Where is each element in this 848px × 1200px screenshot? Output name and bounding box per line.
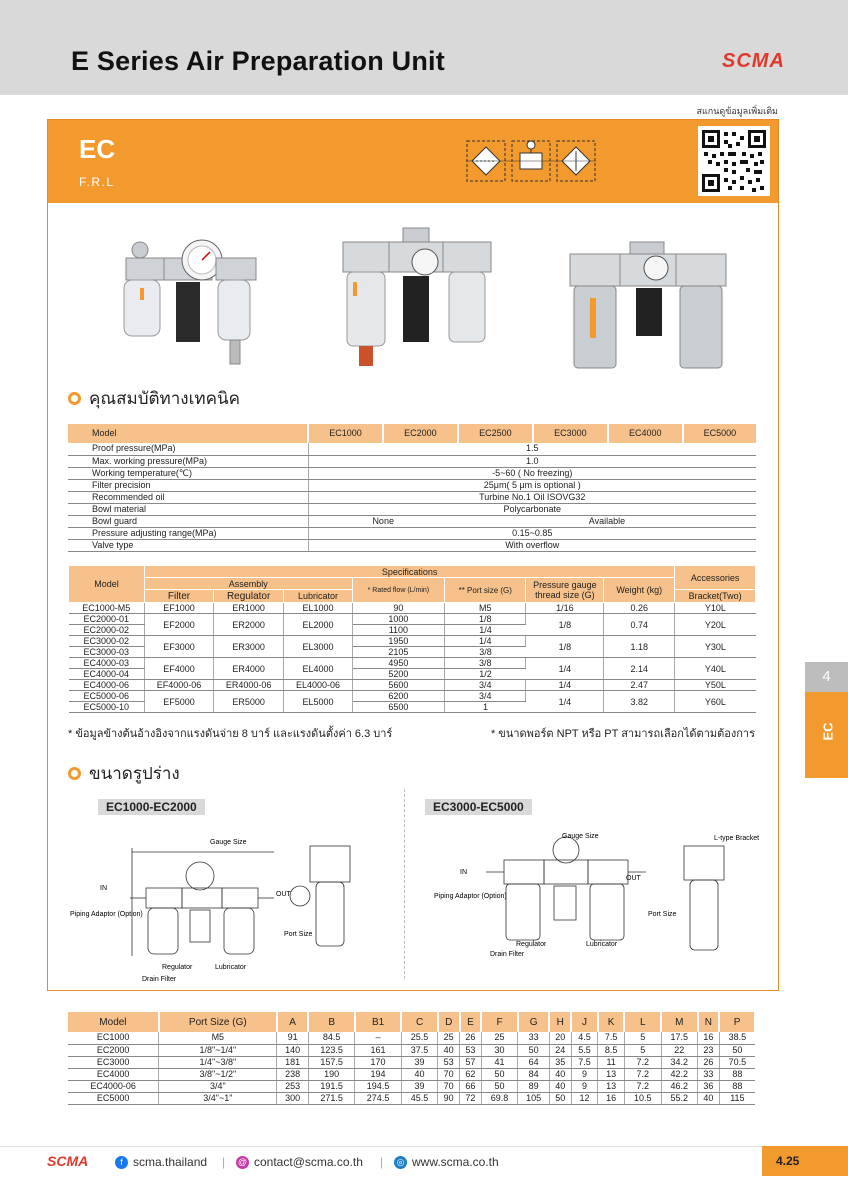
dimension-drawing-ec1000-ec2000 bbox=[70, 826, 400, 992]
table-row: EC3000-02 EF3000 ER3000 EL3000 1950 1/4 1/8 1.18 Y30L bbox=[69, 636, 756, 647]
svg-text:OUT: OUT bbox=[626, 875, 641, 882]
dimension-drawing-ec3000-ec5000 bbox=[414, 826, 764, 976]
svg-text:IN: IN bbox=[100, 885, 107, 892]
qr-code-icon[interactable] bbox=[698, 126, 770, 196]
table-row: EC4000-03 EF4000 ER4000 EL4000 4950 3/8 1/4 2.14 Y40L bbox=[69, 658, 756, 669]
svg-text:Drain Filter: Drain Filter bbox=[490, 951, 525, 958]
table-row: Pressure adjusting range(MPa) 0.15~0.85 bbox=[68, 527, 756, 539]
chapter-number: 4 bbox=[805, 662, 848, 692]
page-header bbox=[0, 0, 848, 95]
table-row: EC2000-01 EF2000 ER2000 EL2000 1000 1/8 1/8 0.74 Y20L bbox=[69, 614, 756, 625]
footer-separator: | bbox=[222, 1155, 226, 1169]
globe-icon: ◎ bbox=[394, 1156, 407, 1169]
product-image-ec4000 bbox=[566, 238, 730, 378]
product-image-ec2000 bbox=[112, 228, 276, 378]
table-row: Bowl material Polycarbonate bbox=[68, 503, 756, 515]
svg-text:IN: IN bbox=[460, 869, 467, 876]
table-row: EC4000-06 3/4" 253 191.5 194.5 39 70 66 50 89 40 9 13 7.2 46.2 36 88 bbox=[68, 1080, 755, 1092]
divider bbox=[404, 789, 405, 979]
svg-text:Lubricator: Lubricator bbox=[586, 941, 618, 948]
product-image-ec3000 bbox=[337, 220, 497, 378]
page-title: E Series Air Preparation Unit bbox=[71, 46, 445, 76]
footer-separator: | bbox=[380, 1155, 384, 1169]
product-code: EC bbox=[79, 134, 116, 164]
dimension-table: Model Port Size (G) A B B1 C D E F G H J K L M N P EC1000 M5 91 84.5 – 25.5 25 26 25 33 20 4.5 7.5 5 17.5 16 38.5 EC2000 1/8"~1/4" 140 123.5 161 37.5 40 53 30 50 24 5.5 8.5 5 22 23 50 EC3000 1/4"~3/8" 181 157.5 170 39 53 57 41 64 35 7.5 11 7.2 34.2 26 70.5 EC4000 3/8"~1/2" 238 190 194 40 70 62 50 84 40 9 13 7.2 42.2 33 88 EC4000-06 3/4" 253 191.5 194.5 39 70 66 50 89 40 9 13 7.2 46.2 36 88 EC5000 3/4"~1" 300 271.5 274.5 45.5 90 72 69.8 105 50 12 16 10.5 55.2 40 115 bbox=[68, 1012, 756, 1105]
svg-text:Gauge Size: Gauge Size bbox=[562, 833, 599, 840]
table-row: EC2000-02 1100 1/4 bbox=[69, 625, 756, 636]
svg-text:OUT: OUT bbox=[276, 891, 291, 898]
table-row: EC1000 M5 91 84.5 – 25.5 25 26 25 33 20 4.5 7.5 5 17.5 16 38.5 bbox=[68, 1032, 755, 1044]
footer-web[interactable]: ◎ www.scma.co.th bbox=[394, 1155, 499, 1169]
svg-text:L-type Bracket: L-type Bracket bbox=[714, 835, 760, 842]
footer-logo: SCMA bbox=[47, 1153, 89, 1169]
section-dimensions-title: ขนาดรูปร่าง bbox=[68, 760, 180, 787]
table-row: EC5000 3/4"~1" 300 271.5 274.5 45.5 90 72 69.8 105 50 12 16 10.5 55.2 40 115 bbox=[68, 1092, 755, 1104]
model-spec-table: Model Specifications Accessories Assembly * Rated flow (L/min) ** Port size (G) Pressure gauge thread size (G) Weight (kg) Filter Regulator Lubricator Bracket(Two) EC1000-M5 EF1000 ER1000 EL1000 90 M5 1/16 0.26 Y10L EC2000-01 EF2000 ER2000 EL2000 1000 1/8 1/8 0.74 Y20L EC2000-02 1100 1/4 EC3000-02 EF3000 ER3000 EL3000 1950 1/4 1/8 1.18 Y30L EC3000-03 2105 3/8 EC4000-03 EF4000 ER4000 EL4000 4950 3/8 1/4 2.14 Y40L EC4000-04 5200 1/2 EC4000-06 EF4000-06 ER4000-06 EL4000-06 5600 3/4 1/4 2.47 Y50L EC5000-06 EF5000 ER5000 EL5000 6200 3/4 1/4 3.82 Y60L EC5000-10 6500 1 bbox=[68, 565, 756, 713]
table-row: EC5000-06 EF5000 ER5000 EL5000 6200 3/4 1/4 3.82 Y60L bbox=[69, 691, 756, 702]
qr-note: สแกนดูข้อมูลเพิ่มเติม bbox=[696, 106, 778, 116]
table-row: EC3000 1/4"~3/8" 181 157.5 170 39 53 57 41 64 35 7.5 11 7.2 34.2 26 70.5 bbox=[68, 1056, 755, 1068]
table-row: Max. working pressure(MPa) 1.0 bbox=[68, 455, 756, 467]
footer-facebook[interactable]: f scma.thailand bbox=[115, 1155, 207, 1169]
table-row: Valve type With overflow bbox=[68, 539, 756, 551]
note-pressure: * ข้อมูลข้างต้นอ้างอิงจากแรงดันจ่าย 8 บาร์ และแรงดันตั้งค่า 6.3 บาร์ bbox=[68, 728, 393, 740]
tech-spec-table: Model EC1000 EC2000 EC2500 EC3000 EC4000 EC5000 Proof pressure(MPa) 1.5 Max. working pressure(MPa) 1.0 Working temperature(℃) -5~60 ( No freezing) Filter precision 25μm( 5 μm is optional ) Recommended oil Turbine No.1 Oil ISOVG32 Bowl material Polycarbonate Bowl guard None Available Pressure adjusting range(MPa) 0.15~0.85 Valve type With overflow bbox=[68, 424, 756, 552]
table-row: EC4000-04 5200 1/2 bbox=[69, 669, 756, 680]
table-row: EC5000-10 6500 1 bbox=[69, 702, 756, 713]
section-tech-title: คุณสมบัติทางเทคนิค bbox=[68, 385, 240, 412]
page-number: 4.25 bbox=[762, 1146, 848, 1176]
table-row: Filter precision 25μm( 5 μm is optional ) bbox=[68, 479, 756, 491]
footer-email[interactable]: @ contact@scma.co.th bbox=[237, 1155, 363, 1169]
email-icon: @ bbox=[237, 1156, 248, 1167]
bullet-icon bbox=[68, 392, 81, 405]
svg-text:Regulator: Regulator bbox=[162, 964, 193, 971]
table-row: EC3000-03 2105 3/8 bbox=[69, 647, 756, 658]
footer bbox=[0, 1146, 848, 1176]
table-row: EC4000-06 EF4000-06 ER4000-06 EL4000-06 5600 3/4 1/4 2.47 Y50L bbox=[69, 680, 756, 691]
svg-text:Drain Filter: Drain Filter bbox=[142, 976, 177, 983]
table-row: EC2000 1/8"~1/4" 140 123.5 161 37.5 40 53 30 50 24 5.5 8.5 5 22 23 50 bbox=[68, 1044, 755, 1056]
svg-text:Port Size: Port Size bbox=[648, 911, 677, 918]
table-row: Proof pressure(MPa) 1.5 bbox=[68, 443, 756, 455]
svg-text:Lubricator: Lubricator bbox=[215, 964, 247, 971]
table-row: Working temperature(℃) -5~60 ( No freezing) bbox=[68, 467, 756, 479]
svg-text:Piping Adaptor (Option): Piping Adaptor (Option) bbox=[434, 893, 507, 900]
brand-logo: SCMA bbox=[722, 50, 785, 72]
drawing-label-right: EC3000-EC5000 bbox=[425, 799, 532, 815]
drawing-label-left: EC1000-EC2000 bbox=[98, 799, 205, 815]
facebook-icon: f bbox=[115, 1156, 128, 1169]
svg-text:Regulator: Regulator bbox=[516, 941, 547, 948]
bullet-icon bbox=[68, 767, 81, 780]
card-header bbox=[48, 120, 778, 203]
svg-text:Port Size: Port Size bbox=[284, 931, 313, 938]
table-row: Recommended oil Turbine No.1 Oil ISOVG32 bbox=[68, 491, 756, 503]
svg-text:Piping Adaptor (Option): Piping Adaptor (Option) bbox=[70, 911, 143, 918]
table-row: Bowl guard None Available bbox=[68, 515, 756, 527]
svg-text:Gauge Size: Gauge Size bbox=[210, 839, 247, 846]
chapter-tab[interactable]: EC bbox=[805, 692, 848, 778]
frl-symbol-icon bbox=[466, 135, 596, 187]
product-subtitle: F.R.L bbox=[79, 175, 115, 189]
table-row: EC1000-M5 EF1000 ER1000 EL1000 90 M5 1/16 0.26 Y10L bbox=[69, 603, 756, 614]
table-row: EC4000 3/8"~1/2" 238 190 194 40 70 62 50 84 40 9 13 7.2 42.2 33 88 bbox=[68, 1068, 755, 1080]
note-port: * ขนาดพอร์ต NPT หรือ PT สามารถเลือกได้ตามต้องการ bbox=[490, 728, 755, 740]
